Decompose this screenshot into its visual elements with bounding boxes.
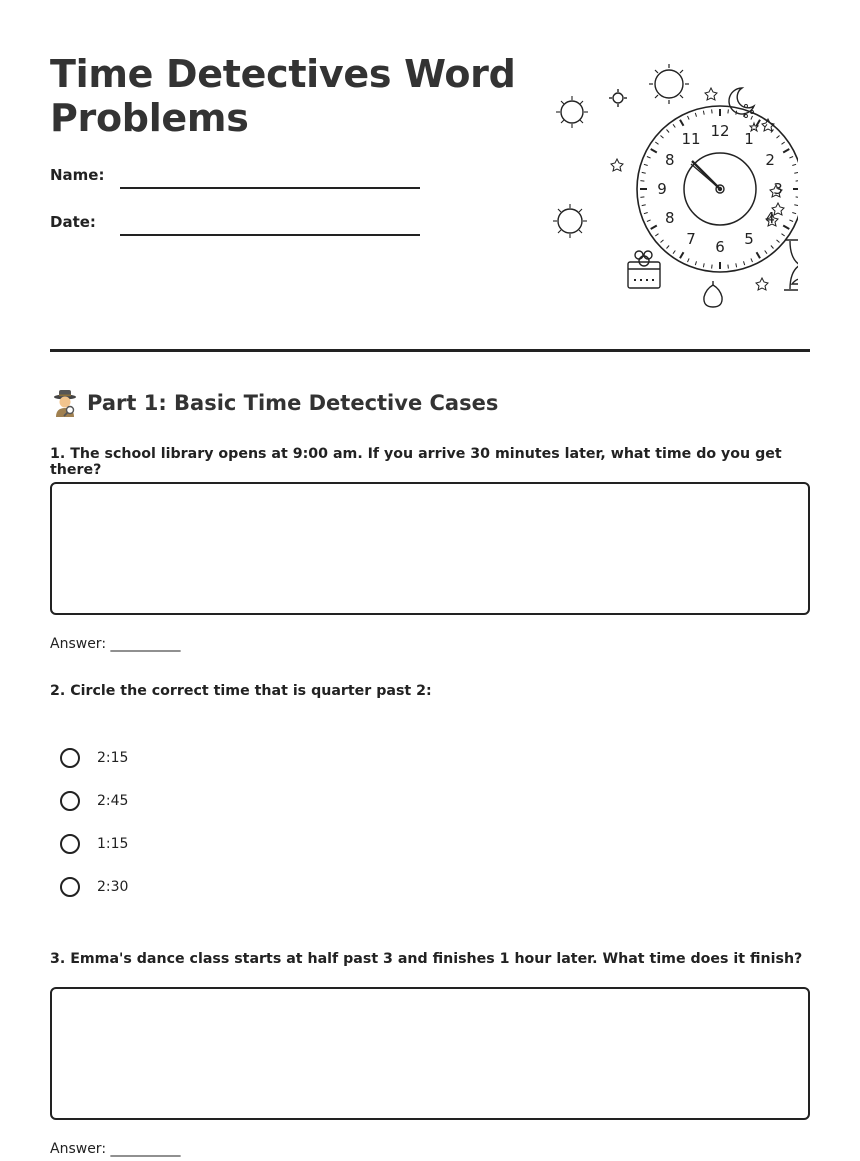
option-2-30[interactable] bbox=[60, 874, 128, 900]
option-1-15[interactable] bbox=[60, 831, 128, 857]
clock-hour-tick bbox=[757, 120, 761, 126]
clock-minute-tick bbox=[640, 197, 644, 198]
clock-number: 5 bbox=[744, 230, 754, 249]
clock-minute-tick bbox=[796, 197, 798, 198]
clock-hour-tick bbox=[757, 252, 761, 258]
clock-minute-tick bbox=[647, 220, 651, 222]
hourglass-icon bbox=[784, 240, 798, 290]
clock-minute-tick bbox=[751, 116, 753, 120]
clock-minute-tick bbox=[789, 220, 793, 222]
question-2: 2. Circle the correct time that is quarter past 2: bbox=[50, 683, 432, 699]
clock-minute-tick bbox=[640, 181, 644, 182]
sun-icon bbox=[649, 64, 689, 104]
clock-minute-tick bbox=[688, 258, 690, 262]
name-input-line[interactable] bbox=[120, 187, 420, 189]
clock-minute-tick bbox=[796, 181, 798, 182]
clock-hour-tick bbox=[680, 252, 684, 258]
clock-minute-tick bbox=[661, 136, 664, 139]
calendar-icon bbox=[628, 251, 660, 288]
clock-illustration bbox=[548, 58, 798, 314]
sun-icon bbox=[553, 204, 587, 238]
clock-minute-tick bbox=[751, 258, 753, 262]
clock-number: 2 bbox=[765, 151, 775, 169]
clock-minute-tick bbox=[642, 172, 646, 173]
date-label: Date: bbox=[50, 213, 96, 231]
worksheet-page bbox=[50, 0, 810, 1161]
option-label: 2:45 bbox=[97, 793, 129, 809]
clock-minute-tick bbox=[794, 205, 798, 206]
clock-number: 7 bbox=[686, 230, 696, 249]
radio-circle[interactable] bbox=[60, 834, 80, 854]
clock-minute-tick bbox=[771, 246, 774, 249]
clock-minute-tick bbox=[794, 172, 798, 173]
answer-box-3[interactable] bbox=[50, 987, 810, 1120]
worksheet-title: Time Detectives Word Problems bbox=[50, 52, 516, 140]
clock-hour-tick bbox=[651, 149, 657, 153]
clock-number: 12 bbox=[710, 122, 730, 140]
radio-circle[interactable] bbox=[60, 748, 80, 768]
option-label: 1:15 bbox=[97, 836, 129, 852]
clock-hour-tick bbox=[783, 149, 789, 153]
radio-circle[interactable] bbox=[60, 877, 80, 897]
answer-label-3: Answer: __________ bbox=[50, 1141, 181, 1157]
answer-label-1: Answer: __________ bbox=[50, 636, 181, 652]
clock-minute-tick bbox=[688, 116, 690, 120]
clock-minute-tick bbox=[736, 111, 737, 115]
clock-minute-tick bbox=[789, 157, 793, 159]
clock-number: 8 bbox=[665, 151, 675, 169]
part1-heading bbox=[50, 388, 498, 418]
clock-hour-tick bbox=[783, 226, 789, 230]
bell-icon bbox=[704, 281, 722, 307]
clock-minute-tick bbox=[777, 136, 780, 139]
moon-icon bbox=[729, 88, 754, 114]
name-label: Name: bbox=[50, 166, 105, 184]
clock-minute-tick bbox=[728, 109, 729, 113]
option-label: 2:15 bbox=[97, 750, 129, 766]
clock-minute-tick bbox=[655, 142, 658, 144]
clock-minute-tick bbox=[712, 265, 713, 269]
clock-minute-tick bbox=[673, 124, 675, 127]
clock-minute-tick bbox=[644, 164, 648, 165]
clock-minute-tick bbox=[792, 213, 796, 214]
clock-minute-tick bbox=[765, 251, 767, 254]
clock-minute-tick bbox=[728, 265, 729, 269]
name-field bbox=[50, 166, 430, 196]
date-input-line[interactable] bbox=[120, 234, 420, 236]
clock-minute-tick bbox=[792, 164, 796, 165]
clock-minute-tick bbox=[782, 234, 785, 236]
sun-icon bbox=[609, 89, 627, 107]
option-2-15[interactable] bbox=[60, 745, 128, 771]
clock-minute-tick bbox=[736, 263, 737, 267]
clock-minute-tick bbox=[703, 263, 704, 267]
clock-minute-tick bbox=[695, 261, 696, 265]
answer-box-1[interactable] bbox=[50, 482, 810, 615]
clock-minute-tick bbox=[695, 113, 696, 117]
clock-hour-tick bbox=[651, 226, 657, 230]
clock-minute-tick bbox=[703, 111, 704, 115]
question-1: 1. The school library opens at 9:00 am. If you arrive 30 minutes later, what time do you get there? bbox=[50, 446, 782, 478]
clock-number: 6 bbox=[715, 238, 725, 256]
clock-minute-tick bbox=[667, 246, 670, 249]
clock-minute-tick bbox=[712, 109, 713, 113]
option-label: 2:30 bbox=[97, 879, 129, 895]
part1-heading-text: Part 1: Basic Time Detective Cases bbox=[87, 391, 499, 415]
clock-minute-tick bbox=[661, 240, 664, 243]
clock-hour-tick bbox=[680, 120, 684, 126]
option-2-45[interactable] bbox=[60, 788, 128, 814]
clock-minute-tick bbox=[782, 142, 785, 144]
clock-number: 11 bbox=[681, 129, 701, 148]
clock-number: 8 bbox=[665, 209, 675, 227]
header-divider bbox=[50, 349, 810, 352]
clock-number: 3 bbox=[773, 180, 783, 198]
date-field bbox=[50, 213, 430, 243]
clock-minute-tick bbox=[777, 240, 780, 243]
sun-icon bbox=[556, 96, 588, 128]
clock-minute-tick bbox=[667, 130, 670, 133]
clock-minute-tick bbox=[765, 124, 767, 127]
clock-minute-tick bbox=[644, 213, 648, 214]
clock-number: 9 bbox=[657, 180, 667, 198]
clock-minute-tick bbox=[642, 205, 646, 206]
clock-number: 1 bbox=[744, 129, 754, 148]
radio-circle[interactable] bbox=[60, 791, 80, 811]
question-3: 3. Emma's dance class starts at half past 3 and finishes 1 hour later. What time does it finish? bbox=[50, 951, 803, 967]
clock-minute-tick bbox=[744, 261, 745, 265]
clock-minute-tick bbox=[673, 251, 675, 254]
clock-minute-tick bbox=[655, 234, 658, 236]
clock-minute-tick bbox=[647, 157, 651, 159]
clock-number: 4 bbox=[765, 209, 775, 227]
detective-icon bbox=[50, 388, 80, 418]
